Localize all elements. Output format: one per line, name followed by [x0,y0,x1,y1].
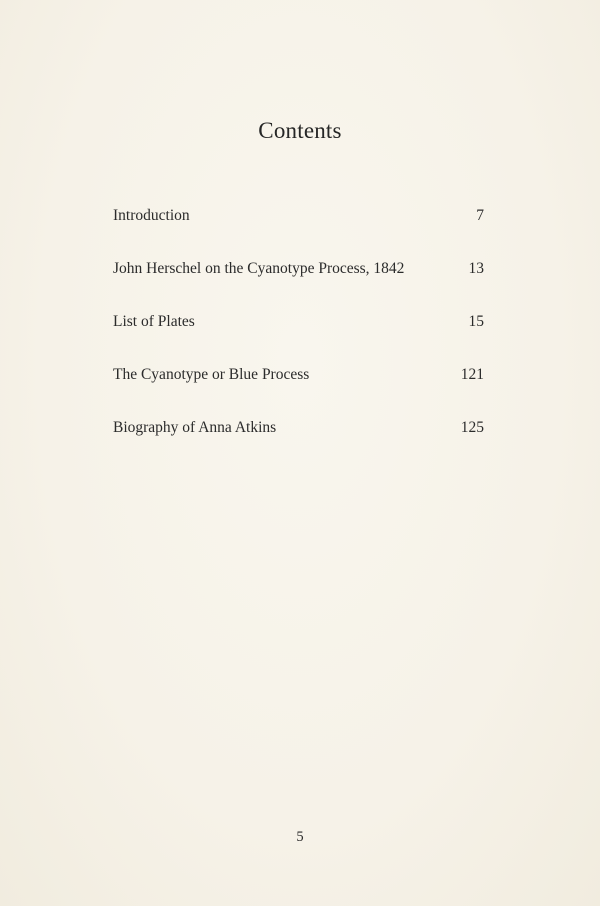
toc-entry-page-number: 13 [468,260,484,277]
toc-entry-title: Biography of Anna Atkins [113,419,277,436]
page-number: 5 [296,829,304,845]
toc-entry-page-number: 125 [460,419,484,436]
contents-heading: Contents [258,118,342,143]
toc-entry-page-number: 15 [468,313,484,330]
toc-entry-title: John Herschel on the Cyanotype Process, 1842 [113,260,405,277]
toc-entry-herschel [113,259,484,312]
toc-entry-cyanotype-process [113,365,484,418]
toc-entry-page-number: 7 [476,207,484,224]
toc-entry-biography [113,418,484,471]
table-of-contents [113,206,484,471]
toc-entry-title: The Cyanotype or Blue Process [113,366,310,383]
toc-entry-list-of-plates [113,312,484,365]
toc-entry-page-number: 121 [460,366,484,383]
toc-entry-title: List of Plates [113,313,195,330]
toc-entry-introduction [113,206,484,259]
toc-entry-title: Introduction [113,207,190,224]
